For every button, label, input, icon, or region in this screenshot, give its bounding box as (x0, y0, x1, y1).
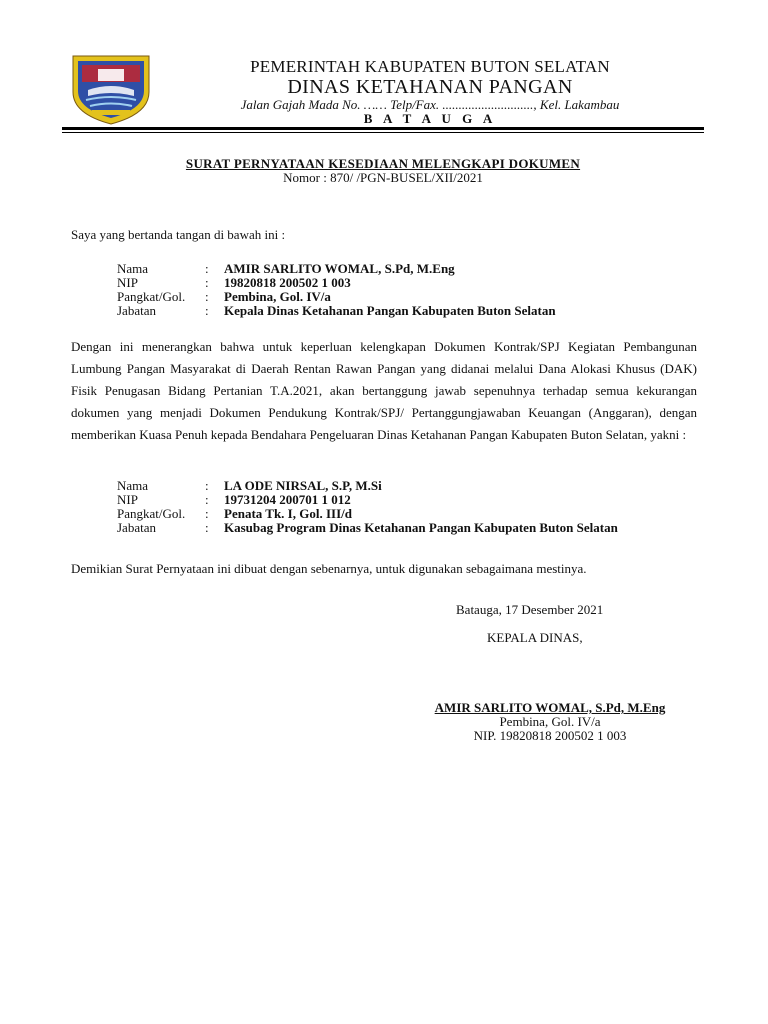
letter-number: Nomor : 870/ /PGN-BUSEL/XII/2021 (283, 170, 483, 185)
letter-title: SURAT PERNYATAAN KESEDIAAN MELENGKAPI DOKUMEN (185, 156, 581, 171)
signatory-position: KEPALA DINAS, (487, 630, 583, 645)
field-colon: : (205, 492, 209, 507)
field-label: Nama (117, 478, 149, 493)
field-label: Jabatan (117, 520, 156, 535)
recipient-nip-row (117, 493, 618, 507)
field-label: Nama (117, 261, 149, 276)
header-address: Jalan Gajah Mada No. …… Telp/Fax. ............................, Kel. Lakambau (240, 97, 620, 112)
letter-closing: Demikian Surat Pernyataan ini dibuat dengan sebenarnya, untuk digunakan sebagaimana mestinya. (71, 561, 587, 576)
field-label: NIP (117, 275, 138, 290)
header-city: B A T A U G A (363, 111, 497, 126)
signatory-name: AMIR SARLITO WOMAL, S.Pd, M.Eng (434, 700, 666, 715)
field-colon: : (205, 303, 209, 318)
header-government: PEMERINTAH KABUPATEN BUTON SELATAN (250, 57, 610, 76)
recipient-identity-table (117, 479, 618, 535)
field-colon: : (205, 275, 209, 290)
field-value: 19731204 200701 1 012 (224, 492, 351, 507)
field-label: Jabatan (117, 303, 156, 318)
header-divider-thin (62, 132, 704, 133)
regency-crest-icon (68, 52, 154, 126)
signer-identity-table (117, 262, 556, 318)
field-value: AMIR SARLITO WOMAL, S.Pd, M.Eng (224, 261, 455, 276)
field-value: Penata Tk. I, Gol. III/d (224, 506, 352, 521)
field-label: Pangkat/Gol. (117, 506, 186, 521)
signer-position-row (117, 304, 556, 318)
place-date: Batauga, 17 Desember 2021 (456, 602, 604, 617)
letter-body: Dengan ini menerangkan bahwa untuk keperluan kelengkapan Dokumen Kontrak/SPJ Kegiatan Pembangunan Lumbung Pangan Masyarakat di Daerah Rentan Rawan Pangan yang didanai melalui Dana Alokasi Khusus (DAK) Fisik Penugasan Bidang Pertanian T.A.2021, akan bertanggung jawab sepenuhnya terhadap semua kekurangan dokumen yang menjadi Dokumen Pendukung Kontrak/SPJ/ Pertanggungjawaban Keuangan (Anggaran), dengan memberikan Kuasa Penuh kepada Bendahara Pengeluaran Dinas Ketahanan Pangan Kabupaten Buton Selatan, yakni : (71, 339, 697, 442)
signer-name-row (117, 262, 556, 276)
field-value: Kepala Dinas Ketahanan Pangan Kabupaten Buton Selatan (224, 303, 556, 318)
field-label: NIP (117, 492, 138, 507)
signatory-rank: Pembina, Gol. IV/a (499, 714, 601, 729)
field-colon: : (205, 478, 209, 493)
signature-block (400, 701, 700, 743)
field-label: Pangkat/Gol. (117, 289, 186, 304)
field-colon: : (205, 289, 209, 304)
header-agency: DINAS KETAHANAN PANGAN (287, 76, 573, 98)
field-colon: : (205, 506, 209, 521)
recipient-rank-row (117, 507, 618, 521)
field-value: LA ODE NIRSAL, S.P, M.Si (224, 478, 382, 493)
signer-rank-row (117, 290, 556, 304)
signer-nip-row (117, 276, 556, 290)
field-value: Kasubag Program Dinas Ketahanan Pangan Kabupaten Buton Selatan (224, 520, 618, 535)
recipient-name-row (117, 479, 618, 493)
letter-intro: Saya yang bertanda tangan di bawah ini : (71, 227, 286, 242)
field-colon: : (205, 261, 209, 276)
field-value: 19820818 200502 1 003 (224, 275, 351, 290)
recipient-position-row (117, 521, 618, 535)
field-colon: : (205, 520, 209, 535)
field-value: Pembina, Gol. IV/a (224, 289, 331, 304)
signatory-nip: NIP. 19820818 200502 1 003 (473, 728, 627, 743)
header-divider-thick (62, 127, 704, 130)
